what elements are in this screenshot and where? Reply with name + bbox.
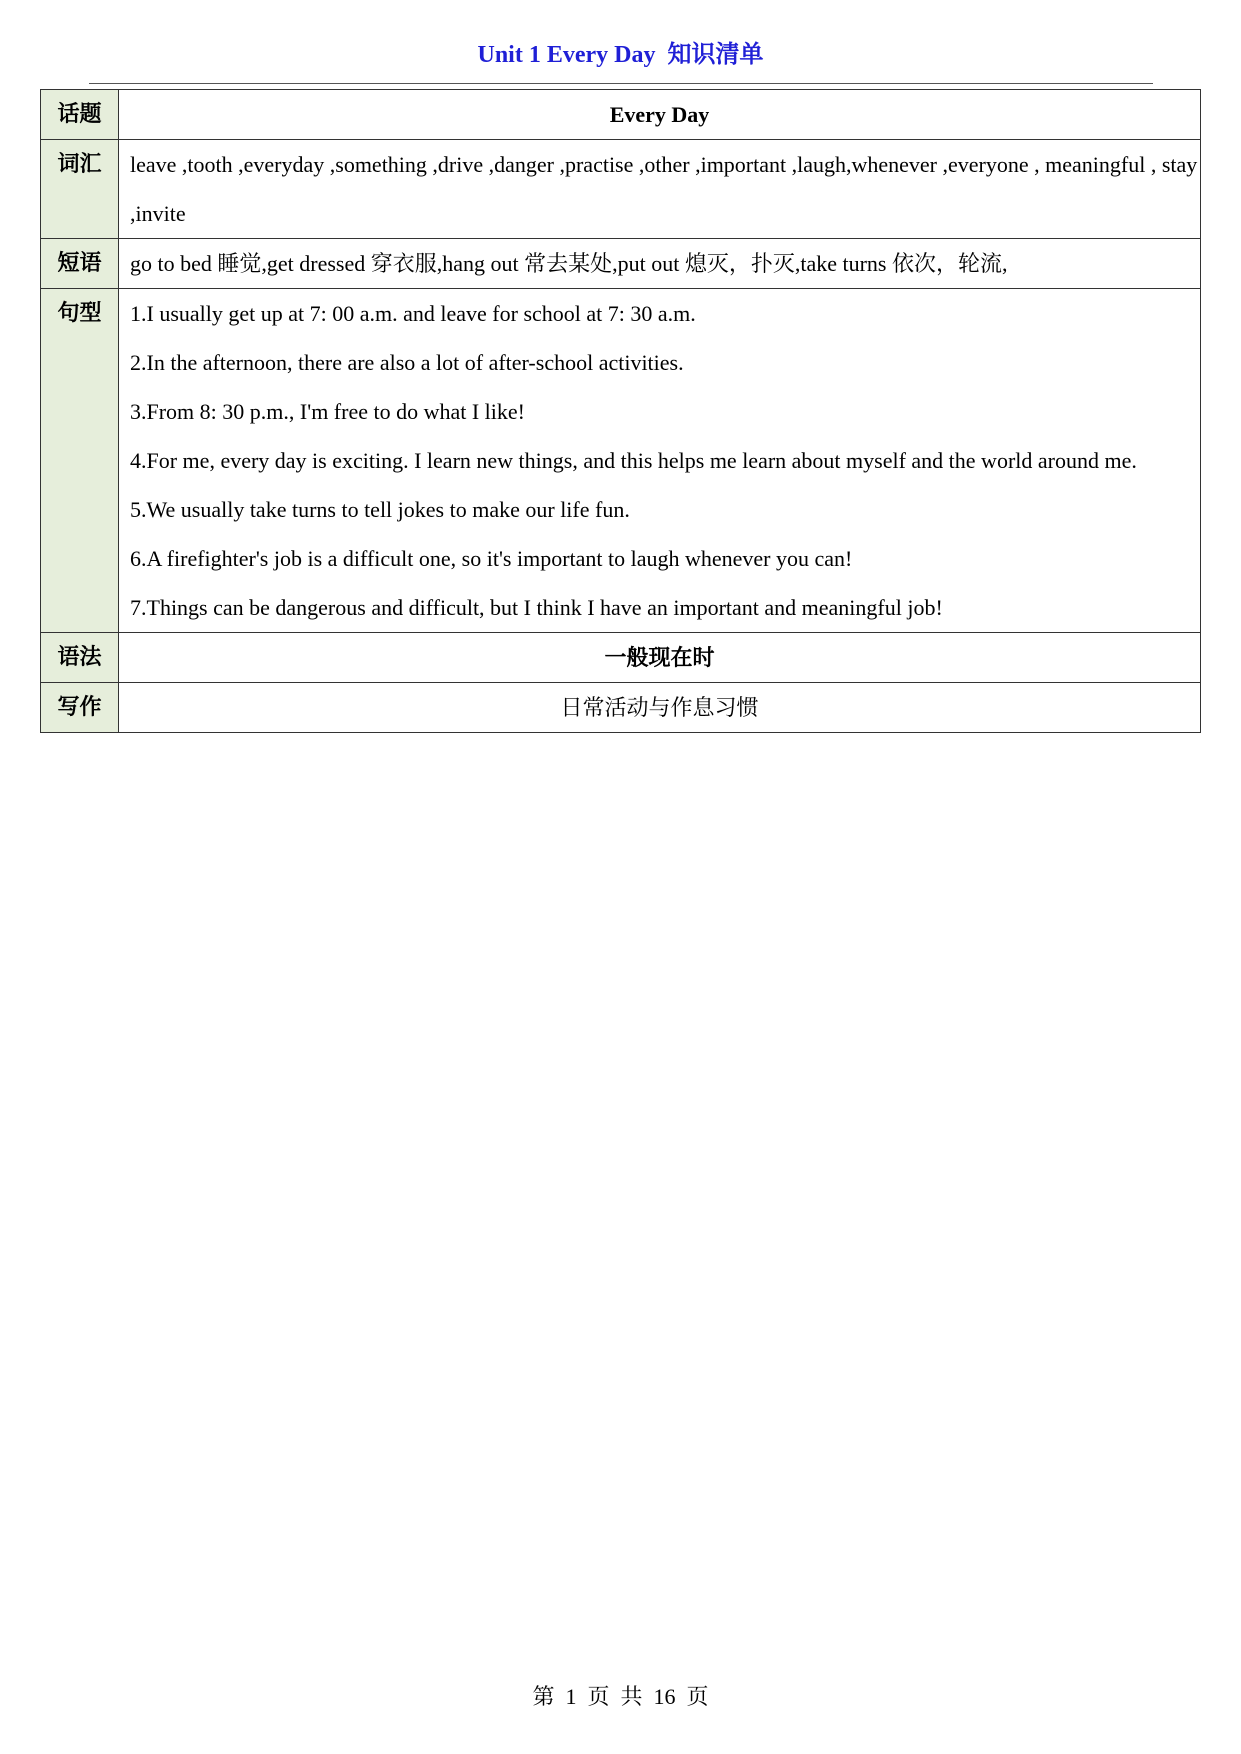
table-row-vocabulary — [41, 140, 1201, 239]
vocabulary-value: leave ,tooth ,everyday ,something ,drive ,danger ,practise ,other ,important ,laugh,whenever ,everyone , meaningful , stay ,invite — [119, 140, 1201, 239]
topic-value: Every Day — [119, 90, 1201, 140]
sentence-item: 4.For me, every day is exciting. I learn new things, and this helps me learn about myself and the world around me. — [130, 448, 1137, 473]
writing-value: 日常活动与作息习惯 — [119, 683, 1201, 733]
row-label-writing: 写作 — [41, 683, 119, 733]
sentence-item: 5.We usually take turns to tell jokes to make our life fun. — [130, 497, 630, 522]
row-label-phrases: 短语 — [41, 239, 119, 289]
table-row-topic — [41, 90, 1201, 140]
grammar-value: 一般现在时 — [119, 633, 1201, 683]
row-label-topic: 话题 — [41, 90, 119, 140]
row-label-vocabulary: 词汇 — [41, 140, 119, 239]
table-row-sentences — [41, 289, 1201, 633]
title-underline — [89, 83, 1153, 84]
row-label-sentences: 句型 — [41, 289, 119, 633]
sentence-item: 1.I usually get up at 7: 00 a.m. and leave for school at 7: 30 a.m. — [130, 301, 696, 326]
table-row-grammar — [41, 633, 1201, 683]
row-label-grammar: 语法 — [41, 633, 119, 683]
knowledge-table — [40, 89, 1201, 733]
page-number: 第 1 页 共 16 页 — [532, 1684, 709, 1709]
document-title: Unit 1 Every Day 知识清单 — [477, 42, 764, 68]
table-row-writing — [41, 683, 1201, 733]
sentence-item: 6.A firefighter's job is a difficult one, so it's important to laugh whenever you can! — [130, 546, 853, 571]
sentence-item: 2.In the afternoon, there are also a lot of after-school activities. — [130, 350, 684, 375]
sentence-item: 3.From 8: 30 p.m., I'm free to do what I like! — [130, 399, 526, 424]
table-row-phrases — [41, 239, 1201, 289]
sentence-item: 7.Things can be dangerous and difficult, but I think I have an important and meaningful job! — [130, 595, 943, 620]
phrases-value: go to bed 睡觉,get dressed 穿衣服,hang out 常去某处,put out 熄灭，扑灭,take turns 依次，轮流, — [119, 239, 1201, 289]
sentences-cell — [119, 289, 1201, 633]
